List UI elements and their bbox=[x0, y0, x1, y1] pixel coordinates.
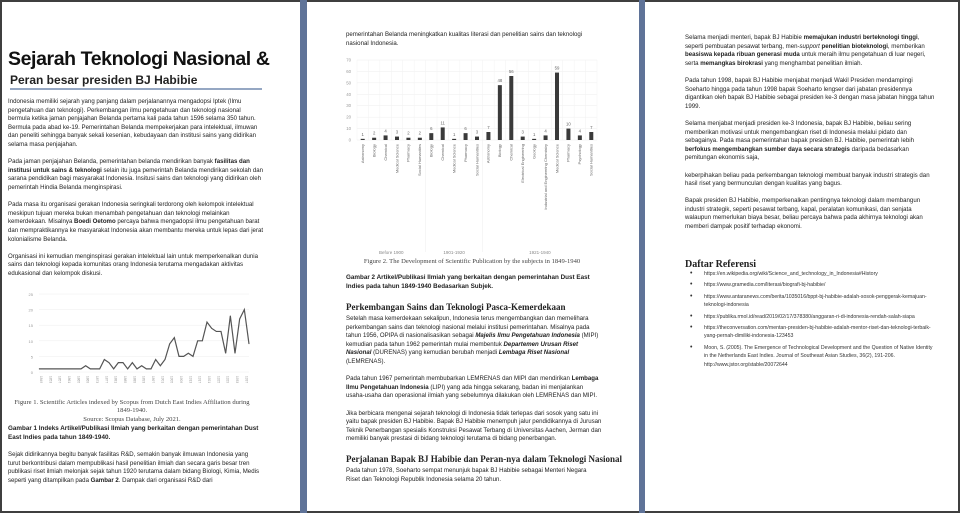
data-point bbox=[99, 369, 100, 370]
data-point bbox=[48, 369, 49, 370]
data-point bbox=[193, 356, 194, 357]
text-run: Pada masa itu organisasi gerakan Indonesia seringkali terdorong oleh kelompok intelektual meskipun tujuan mereka bukan menambah pengetahuan dan teknologi melainkan kemerdekaan. Misalnya bbox=[8, 201, 254, 226]
data-point bbox=[43, 369, 44, 370]
page2-intro: pemerintahan Belanda meningkatkan kualitas literasi dan penelitian sains dan teknologi nasional Indonesia. bbox=[346, 31, 583, 47]
figure-1-source: Source: Scopus Database, July 2021. bbox=[83, 416, 181, 423]
data-point bbox=[95, 369, 96, 370]
figure-2-caption: Figure 2. The Development of Scientific Publication by the subjects in 1849-1940 bbox=[363, 258, 581, 265]
bar bbox=[486, 132, 490, 140]
data-point bbox=[104, 359, 105, 360]
y-tick-label: 0 bbox=[30, 370, 33, 375]
page-gap bbox=[300, 0, 307, 513]
x-tick-label: 1913 bbox=[188, 376, 193, 384]
bar-value-label: 56 bbox=[508, 69, 514, 74]
x-tick-label: 1929 bbox=[225, 376, 230, 384]
reference-link[interactable]: • https://theconversation.com/mentan-presiden-bj-habibie-adalah-mentor-riset-dan-teknologi-terbaik-yang-pernah-dimiliki-indonesia-123453 bbox=[686, 324, 936, 341]
text-run: Jika berbicara mengenai sejarah teknologi di Indonesia tidak terlepas dari sosok yang satu ini yaitu bapak presiden BJ Habibie. Bapak BJ Habibie menempuh jalur pendidikannya di Jurusan Teknik Penerbangan spesialis Konstruksi Pesawat Terbang di Universitas Aachen, Jerman dan memiliki banyak prestasi di bidang teknologi terutama di bidang penerbangan. bbox=[346, 409, 602, 443]
data-point bbox=[71, 369, 72, 370]
text-run: percaya bahwa mengadopsi ilmu pengetahuan barat dan mempraktikannya ke masyarakat Indonesia akan membantu mereka untuk lepas dari jerat kolonialisme Belanda. bbox=[8, 218, 264, 243]
bar bbox=[509, 76, 513, 140]
x-category-label: Psychology bbox=[577, 144, 583, 165]
paragraph bbox=[685, 172, 937, 189]
bar-value-label: 7 bbox=[487, 125, 490, 130]
x-category-label: Medical Science bbox=[451, 144, 457, 174]
figure-1-line-chart bbox=[17, 290, 257, 396]
text-run: yang menghambat penelitian ilmiah. bbox=[762, 59, 863, 67]
bar-value-label: 59 bbox=[554, 65, 560, 71]
bar bbox=[441, 127, 445, 140]
y-tick-label: 10 bbox=[346, 126, 351, 132]
y-tick-label: 15 bbox=[28, 323, 33, 329]
title-divider bbox=[10, 88, 262, 90]
data-point bbox=[57, 369, 58, 370]
bar bbox=[544, 135, 548, 140]
x-tick-label: 1893 bbox=[141, 376, 146, 384]
text-run: Sejak didirikannya begitu banyak fasilitas R&D, semakin banyak ilmuwan Indonesia yang turut berkontribusi dalam mempublikasi hasil penelitian ilmiah dan secara garis besar tren publikasi riset ilmiah melonjak sejak tahun 1920 terutama dalam bidang Biologi, Kimia, Medis seperti yang ditampilkan pada bbox=[8, 451, 259, 484]
reference-item: • Moon, S. (2005). The Emergence of Technological Development and the Question of Native Identity in the Netherlands East Indies. Journal of Southeast Asian Studies, 36(2), 191-206. http://www.jstor.org/stable/20072644 bbox=[686, 344, 936, 369]
data-point bbox=[141, 365, 142, 366]
data-point bbox=[174, 337, 175, 338]
page1-body bbox=[8, 98, 264, 287]
x-category-label: Astronomy bbox=[485, 144, 491, 164]
group-label: 1921-1940 bbox=[529, 250, 551, 255]
text-run: Pada tahun 1967 pemerintah membubarkan LEMRENAS dan MIPI dan mendirikan bbox=[346, 375, 572, 383]
references-heading: Daftar Referensi bbox=[685, 259, 756, 270]
bar bbox=[418, 138, 422, 140]
paragraph bbox=[685, 120, 937, 163]
x-tick-label: 1905 bbox=[169, 376, 174, 384]
text-run: selain itu juga pemerintah Belanda mendirikan sekolah dan sarana pendidikan bagi masyarakat Indonesia. Insitusi sains dan teknologi yang didirikan oleh pemerintah Hindia Belanda menginspirasi. bbox=[8, 166, 264, 191]
bar bbox=[372, 138, 376, 140]
data-point bbox=[230, 316, 231, 317]
data-point bbox=[132, 362, 133, 363]
bar bbox=[395, 137, 399, 140]
x-category-label: Chemical bbox=[440, 144, 446, 161]
data-point bbox=[183, 356, 184, 357]
bar-value-label: 7 bbox=[590, 125, 593, 130]
x-category-label: Medical Science bbox=[554, 144, 560, 174]
y-tick-label: 10 bbox=[28, 338, 33, 344]
document-page-3 bbox=[645, 2, 958, 511]
bar-value-label: 2 bbox=[418, 130, 422, 136]
bold-text: Departemen Urusan Riset Nasional bbox=[346, 340, 579, 357]
bar bbox=[532, 139, 536, 140]
text-run: , seperti pembuatan pesawat terbang, men- bbox=[685, 34, 920, 50]
data-point bbox=[76, 369, 77, 370]
data-point bbox=[155, 359, 156, 360]
x-tick-label: 1917 bbox=[197, 376, 202, 384]
bar bbox=[361, 139, 365, 140]
data-point bbox=[90, 369, 91, 370]
bold-text: berfokus mengembangkan sumber daya secara strategis bbox=[685, 145, 850, 153]
y-tick-label: 0 bbox=[348, 137, 351, 143]
page3-body bbox=[685, 34, 937, 240]
data-point bbox=[202, 341, 203, 342]
x-tick-label: 1921 bbox=[207, 376, 211, 384]
paragraph bbox=[685, 77, 937, 111]
bar-value-label: 1 bbox=[452, 131, 456, 137]
text-run: (MIPI) kemudian pada tahun 1962 pemerintah mulai membentuk bbox=[346, 332, 599, 348]
x-category-label: Industrial and Engineering Chemistry bbox=[542, 144, 548, 210]
bold-text: Gambar 2 bbox=[90, 476, 119, 484]
x-tick-label: 1909 bbox=[179, 376, 183, 384]
bar bbox=[521, 137, 525, 140]
document-page-1 bbox=[2, 2, 300, 511]
bar-value-label: 3 bbox=[521, 129, 524, 135]
bar bbox=[589, 132, 593, 140]
text-run: (LIPI) yang ada hingga sekarang, badan ini menjalankan usaha-usaha dan operasional ilmiah yang sebelumnya dilakukan oleh LEMRENAS dan MIPI. bbox=[346, 383, 598, 400]
data-point bbox=[235, 353, 236, 354]
data-point bbox=[113, 369, 114, 370]
data-point bbox=[127, 369, 128, 370]
bar-value-label: 3 bbox=[395, 129, 399, 135]
bar bbox=[429, 133, 433, 140]
data-point bbox=[179, 356, 180, 357]
document-page-2 bbox=[307, 2, 639, 511]
text-run: Selama menjabat menjadi presiden ke-3 Indonesia, bapak BJ Habibie, beliau sering memberikan motivasi untuk mengembangkan riset di Indonesia melalui pidato dan sebagainya. Pada masa pemerintahan bapak presiden BJ. Habibie, pemerintah lebih bbox=[685, 119, 915, 145]
y-tick-label: 50 bbox=[346, 80, 351, 86]
x-category-label: Pharmacy bbox=[462, 144, 468, 163]
bar-value-label: 2 bbox=[372, 130, 376, 136]
x-tick-label: 1857 bbox=[57, 376, 62, 384]
data-point bbox=[67, 369, 68, 370]
bar bbox=[475, 137, 479, 140]
data-point bbox=[146, 369, 147, 370]
text-run: Pada jaman penjajahan Belanda, pemerintahan belanda mendirikan banyak bbox=[8, 158, 215, 166]
data-point bbox=[53, 369, 54, 370]
group-label: 1901-1920 bbox=[443, 250, 465, 255]
data-point bbox=[197, 341, 198, 342]
series-line bbox=[39, 310, 249, 369]
y-tick-label: 5 bbox=[30, 354, 33, 360]
bar bbox=[578, 135, 582, 140]
data-point bbox=[160, 365, 161, 366]
reference-link[interactable]: • https://en.wikipedia.org/wiki/Science_and_technology_in_Indonesia#History bbox=[686, 270, 936, 278]
references-list bbox=[686, 270, 936, 372]
page2-body bbox=[346, 315, 602, 453]
text-run: Indonesia memiliki sejarah yang panjang dalam perjalanannya mengadopsi Iptek (Ilmu pengetahuan dan teknologi). Perkembangan ilmu pengetahuan dan teknologi nasional bermula ketika jaman penjajahan Belanda pertama kali pada tahun 1596 selama 350 tahun. Bermula pada abad ke-19. Pemerintahan Belanda mempekerjakan para intelektual, ilmuwan dan peneliti sehingga banyak sekali kesenian, kebudayaan dan institusi sains yang didirikan selama masa penjajahan. bbox=[8, 98, 258, 148]
page1-body-2 bbox=[8, 451, 260, 494]
y-tick-label: 20 bbox=[346, 114, 351, 120]
x-category-label: Pharmacy bbox=[565, 144, 571, 163]
x-tick-label: 1889 bbox=[132, 376, 137, 384]
y-tick-label: 40 bbox=[346, 91, 351, 97]
text-run: (DURENAS) yang kemudian berubah menjadi bbox=[371, 349, 499, 357]
bold-text: fasilitas dan institusi untuk sains & teknologi bbox=[8, 158, 250, 174]
x-category-label: Social Humanities bbox=[588, 144, 594, 177]
data-point bbox=[207, 322, 208, 323]
data-point bbox=[109, 362, 110, 363]
data-point bbox=[39, 369, 40, 370]
x-tick-label: 1849 bbox=[39, 376, 43, 384]
bar-value-label: 1 bbox=[361, 131, 364, 137]
x-category-label: Medical Science bbox=[394, 144, 400, 174]
x-category-label: Biology bbox=[497, 144, 503, 158]
data-point bbox=[221, 331, 222, 332]
paragraph bbox=[8, 158, 264, 192]
x-category-label: Astronomy bbox=[360, 144, 366, 164]
y-tick-label: 60 bbox=[346, 68, 351, 74]
bar bbox=[464, 133, 468, 140]
bar-value-label: 3 bbox=[475, 129, 479, 135]
x-tick-label: 1877 bbox=[104, 376, 109, 384]
x-tick-label: 1925 bbox=[216, 376, 221, 384]
reference-link[interactable]: • https://www.antaranews.com/berita/1035016/bppt-bj-habibie-adalah-sosok-penggerak-kemajuan-teknologi-indonesia bbox=[686, 293, 936, 310]
page2-body-2 bbox=[346, 467, 602, 493]
text-run: , memberikan bbox=[887, 42, 925, 50]
data-point bbox=[151, 369, 152, 370]
data-point bbox=[225, 353, 226, 354]
data-point bbox=[239, 319, 240, 320]
bold-text: beasiswa kepada ribuan generasi muda bbox=[685, 51, 800, 59]
paragraph bbox=[685, 197, 937, 231]
data-point bbox=[118, 362, 119, 363]
reference-link[interactable]: • https://publika.rmol.id/read/2019/02/17/378380/anggaran-ri-di-indonesia-rendah-salah-siapa bbox=[686, 313, 936, 321]
document-subtitle: Peran besar presiden BJ Habibie bbox=[10, 73, 198, 87]
data-point bbox=[169, 344, 170, 345]
y-tick-label: 20 bbox=[28, 307, 33, 313]
text-run: Bapak presiden BJ Habibie, memperkenalkan pentingnya teknologi dalam membangun industri strategik, seperti pesawat terbang, kapal, peralatan komunikasi, dan senjata walaupun memerlukan biaya besar, beliau percaya bahwa pada akhirnya teknologi akan memberi dampak positif terhadap ekonomi. bbox=[685, 197, 923, 231]
y-tick-label: 25 bbox=[28, 292, 33, 297]
x-category-label: Social Humanities bbox=[474, 144, 480, 177]
text-run: Organisasi ini kemudian menginspirasi gerakan intelektual lain untuk memperkenalkan dunia sains dan teknologi kepada komunitas orang Indonesia terutama mengadakan aktivitas edukasional dan kelompok diskusi. bbox=[8, 252, 258, 277]
data-point bbox=[165, 359, 166, 360]
bar-value-label: 48 bbox=[497, 78, 503, 84]
x-category-label: Geology bbox=[531, 144, 537, 159]
bar-value-label: 1 bbox=[532, 131, 536, 137]
bar-value-label: 11 bbox=[440, 120, 445, 126]
data-point bbox=[211, 328, 212, 329]
bold-text: Lembaga Ilmu Pengetahuan Indonesia bbox=[346, 375, 599, 391]
x-tick-label: 1937 bbox=[244, 376, 249, 384]
gambar-2-caption: Gambar 2 Artikel/Publikasi Ilmiah yang berkaitan dengan pemerintahan Dust East Indies pada tahun 1849-1940 Bedasarkan Subjek. bbox=[346, 274, 590, 290]
text-run: untuk meraih ilmu pengetahuan di luar negeri, serta bbox=[685, 51, 926, 67]
x-tick-label: 1901 bbox=[160, 376, 165, 384]
x-tick-label: 1885 bbox=[123, 376, 127, 384]
text-run: Pada tahun 1998, bapak BJ Habibie menjabat menjadi Wakil Presiden mendampingi Soeharto hingga pada tahun 1998 bapak Soeharto lengser dari jabatan presidennya digantikan oleh bapak BJ Habibie sebagai presiden ke-3 dengan masa jabatan hingga tahun 1999. bbox=[685, 76, 935, 110]
bar bbox=[555, 73, 559, 140]
text-run: Setelah masa kemerdekaan sekalipun, Indonesia terus mengembangkan dan memelihara perkembangan sains dan teknologi nasional melalui institusi pemerintahan. Misalnya pada tahun 1956, OPIPA di nasionalisasikan sebagai bbox=[346, 315, 590, 340]
text-run: Pada tahun 1978, Soeharto sempat menunjuk bapak BJ Habibie sebagai Menteri Negara Riset dan Teknologi Republik Indonesia selama 20 tahun. bbox=[346, 467, 587, 483]
bold-text: Boedi Oetomo bbox=[74, 218, 116, 226]
paragraph bbox=[346, 410, 602, 444]
gambar-1-caption: Gambar 1 Indeks Artikel/Publikasi Ilmiah yang berkaitan dengan pemerintahan Dust East Indies pada tahun 1849-1940. bbox=[8, 425, 259, 441]
x-category-label: Biology bbox=[428, 144, 434, 158]
text-run: support bbox=[799, 42, 820, 50]
paragraph bbox=[8, 451, 260, 485]
bar-value-label: 6 bbox=[430, 126, 433, 132]
bar bbox=[566, 129, 570, 140]
y-tick-label: 30 bbox=[346, 103, 351, 109]
data-point bbox=[244, 309, 245, 310]
figure-1-caption: Figure 1. Scientific Articles indexed by Scopus from Dutch East Indies Affiliation during 1849-1940. bbox=[14, 399, 250, 415]
reference-link[interactable]: • https://www.gramedia.com/literasi/biografi-bj-habibie/ bbox=[686, 281, 936, 289]
bold-text: Majelis Ilmu Pengetahuan Indonesia bbox=[475, 332, 580, 340]
text-run: Selama menjadi menteri, bapak BJ Habibie bbox=[685, 34, 804, 41]
paragraph bbox=[346, 315, 602, 367]
x-tick-label: 1853 bbox=[48, 376, 53, 384]
bar-value-label: 6 bbox=[464, 126, 467, 132]
data-point bbox=[81, 369, 82, 370]
x-tick-label: 1881 bbox=[113, 376, 118, 384]
data-point bbox=[249, 344, 250, 345]
bar bbox=[452, 139, 456, 140]
figure-2-bar-chart bbox=[335, 54, 605, 259]
bar-value-label: 10 bbox=[566, 121, 571, 127]
section-heading-habibie: Perjalanan Bapak BJ Habibie dan Peran-nya dalam Teknologi Nasional bbox=[346, 454, 623, 464]
data-point bbox=[62, 369, 63, 370]
x-tick-label: 1865 bbox=[76, 376, 81, 384]
paragraph bbox=[685, 34, 937, 68]
x-tick-label: 1873 bbox=[95, 376, 99, 384]
bold-text: penelitian bioteknologi bbox=[821, 42, 888, 50]
bold-text: memajukan industri berteknologi tinggi bbox=[803, 34, 918, 41]
text-run: . Dampak dari organisasi R&D dari bbox=[118, 476, 213, 484]
data-point bbox=[123, 362, 124, 363]
y-tick-label: 70 bbox=[346, 57, 351, 63]
bar bbox=[384, 135, 388, 140]
x-category-label: Biology bbox=[371, 144, 377, 158]
bold-text: memangkas birokrasi bbox=[700, 59, 763, 67]
x-category-label: Chemical bbox=[382, 144, 388, 161]
data-point bbox=[188, 353, 189, 354]
paragraph bbox=[8, 201, 264, 244]
bar-value-label: 4 bbox=[544, 128, 547, 134]
text-run: daripada bedasarkan pemitungan ekonomis saja, bbox=[685, 145, 909, 162]
text-run: (LEMRENAS). bbox=[346, 357, 386, 365]
bar bbox=[406, 138, 410, 140]
bar-value-label: 4 bbox=[578, 128, 582, 134]
group-label: Before 1900 bbox=[379, 250, 404, 255]
section-heading-pasca-kemerdekaan: Perkembangan Sains dan Teknologi Pasca-Kemerdekaan bbox=[346, 302, 566, 312]
bold-text: Lembaga Riset Nasional bbox=[498, 349, 570, 357]
data-point bbox=[85, 365, 86, 366]
text-run: keberpihakan beliau pada perkembangan teknologi membuat banyak industri strategis dan hasil riset yang bermunculan dengan kualitas yang bagus. bbox=[685, 171, 930, 188]
x-category-label: Pharmacy bbox=[405, 144, 411, 163]
x-tick-label: 1869 bbox=[85, 376, 90, 384]
paragraph bbox=[346, 467, 602, 484]
x-category-label: Social Humanities bbox=[417, 144, 423, 177]
x-tick-label: 1933 bbox=[235, 376, 239, 384]
paragraph bbox=[8, 98, 264, 150]
data-point bbox=[216, 331, 217, 332]
bar bbox=[498, 85, 502, 140]
paragraph bbox=[8, 253, 264, 279]
bar-value-label: 2 bbox=[407, 130, 410, 136]
data-point bbox=[137, 369, 138, 370]
document-title: Sejarah Teknologi Nasional & bbox=[8, 48, 270, 70]
x-tick-label: 1861 bbox=[67, 376, 71, 384]
bar-value-label: 4 bbox=[384, 128, 387, 134]
paragraph bbox=[346, 375, 602, 401]
x-category-label: Electrical Engineering bbox=[520, 144, 526, 183]
x-tick-label: 1897 bbox=[151, 376, 155, 384]
x-category-label: Chemical bbox=[508, 144, 514, 161]
